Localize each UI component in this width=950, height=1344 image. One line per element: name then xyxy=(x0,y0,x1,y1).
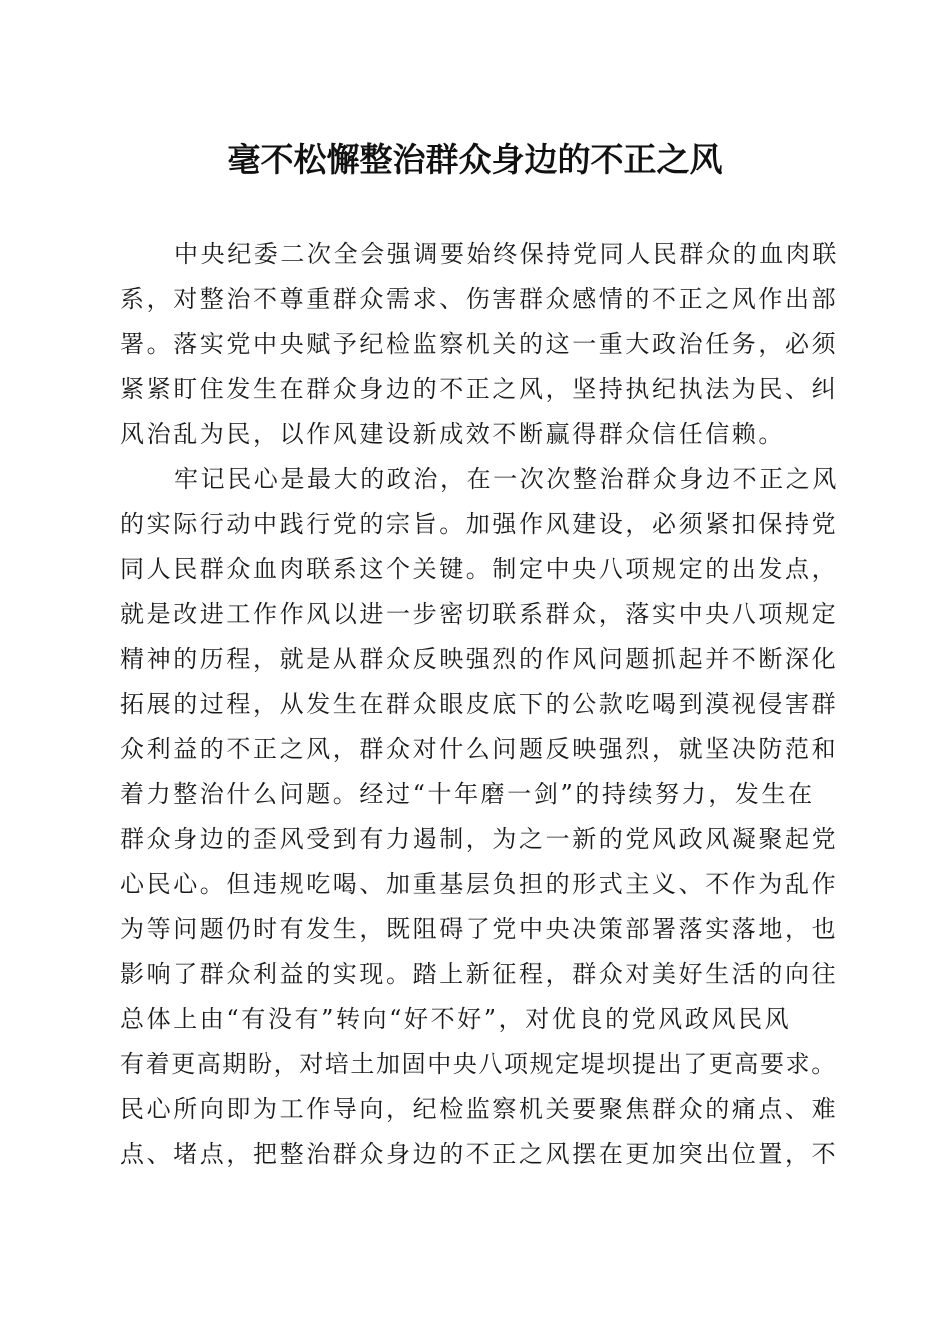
text-line: 系，对整治不尊重群众需求、伤害群众感情的不正之风作出部 xyxy=(120,285,839,313)
text-line: 众利益的不正之风，群众对什么问题反映强烈，就坚决防范和 xyxy=(120,735,839,763)
text-line: 中央纪委二次全会强调要始终保持党同人民群众的血肉联 xyxy=(174,240,839,268)
text-line: 拓展的过程，从发生在群众眼皮底下的公款吃喝到漠视侵害群 xyxy=(120,690,839,718)
text-line: 同人民群众血肉联系这个关键。制定中央八项规定的出发点， xyxy=(120,555,839,583)
text-line: 点、堵点，把整治群众身边的不正之风摆在更加突出位置，不 xyxy=(120,1140,839,1168)
text-line: 民心所向即为工作导向，纪检监察机关要聚焦群众的痛点、难 xyxy=(120,1095,839,1123)
text-line: 就是改进工作作风以进一步密切联系群众，落实中央八项规定 xyxy=(120,600,839,628)
text-line: 署。落实党中央赋予纪检监察机关的这一重大政治任务，必须 xyxy=(120,330,839,358)
text-line: 紧紧盯住发生在群众身边的不正之风，坚持执纪执法为民、纠 xyxy=(120,375,839,403)
text-line: 有着更高期盼，对培土加固中央八项规定堤坝提出了更高要求。 xyxy=(120,1050,837,1078)
article-body xyxy=(120,232,840,1177)
text-line: 精神的历程，就是从群众反映强烈的作风问题抓起并不断深化 xyxy=(120,645,839,673)
text-line: 的实际行动中践行党的宗旨。加强作风建设，必须紧扣保持党 xyxy=(120,510,839,538)
text-line: 着力整治什么问题。经过“十年磨一剑”的持续努力，发生在 xyxy=(120,780,815,808)
paragraph xyxy=(120,232,840,457)
text-line: 风治乱为民，以作风建设新成效不断赢得群众信任信赖。 xyxy=(120,420,785,448)
page-title: 毫不松懈整治群众身边的不正之风 xyxy=(227,140,723,179)
text-line: 牢记民心是最大的政治，在一次次整治群众身边不正之风 xyxy=(174,465,839,493)
paragraph xyxy=(120,457,840,1177)
text-line: 为等问题仍时有发生，既阻碍了党中央决策部署落实落地，也 xyxy=(120,915,839,943)
text-line: 群众身边的歪风受到有力遏制，为之一新的党风政风凝聚起党 xyxy=(120,825,839,853)
text-line: 总体上由“有没有”转向“好不好”，对优良的党风政风民风 xyxy=(120,1005,792,1033)
text-line: 心民心。但违规吃喝、加重基层负担的形式主义、不作为乱作 xyxy=(120,870,839,898)
text-line: 影响了群众利益的实现。踏上新征程，群众对美好生活的向往 xyxy=(120,960,839,988)
